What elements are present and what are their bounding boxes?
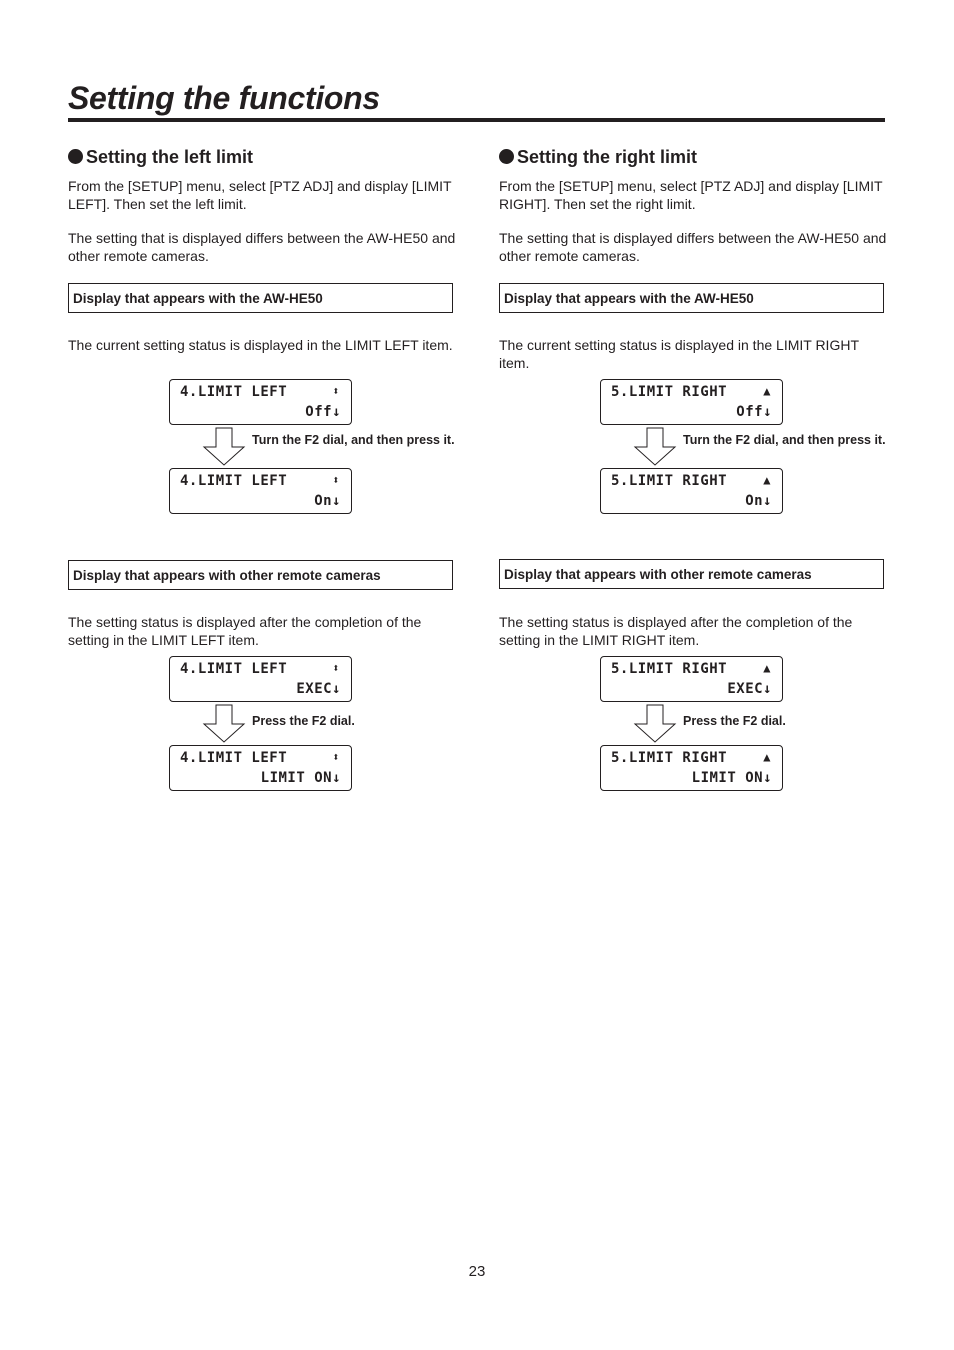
lcd-line2: EXEC↓ xyxy=(296,681,341,697)
he50-display-box xyxy=(68,283,453,313)
note-text: The setting that is displayed differs between the AW-HE50 and other remote cameras. xyxy=(499,230,887,264)
lcd-display xyxy=(169,468,352,514)
section-heading: Setting the left limit xyxy=(68,145,456,169)
lcd-line2: On↓ xyxy=(745,493,772,509)
box-label: Display that appears with other remote cameras xyxy=(504,567,812,582)
down-arrow-icon xyxy=(633,704,677,744)
lcd-line1: 5.LIMIT RIGHT xyxy=(611,661,728,677)
step-label: Press the F2 dial. xyxy=(252,714,355,728)
lcd-line2: LIMIT ON↓ xyxy=(260,770,341,786)
lcd-line1: 5.LIMIT RIGHT xyxy=(611,750,728,766)
he50-display-box xyxy=(499,283,884,313)
box-label: Display that appears with other remote cameras xyxy=(73,568,381,583)
lcd-display xyxy=(600,379,783,425)
lcd-line1: 5.LIMIT RIGHT xyxy=(611,384,728,400)
step-label: Turn the F2 dial, and then press it. xyxy=(683,433,886,447)
down-arrow-icon xyxy=(633,427,677,467)
he50-description: The current setting status is displayed in the LIMIT LEFT item. xyxy=(68,337,453,353)
page-number: 23 xyxy=(468,1263,486,1280)
section-heading: Setting the right limit xyxy=(499,145,887,169)
up-triangle-icon: ▲ xyxy=(763,661,771,675)
left-limit-section xyxy=(68,145,456,786)
bullet-icon xyxy=(68,149,83,164)
lcd-line1: 5.LIMIT RIGHT xyxy=(611,473,728,489)
updown-triangle-icon: ⬍ xyxy=(332,750,340,764)
note-text: The setting that is displayed differs between the AW-HE50 and other remote cameras. xyxy=(68,230,456,264)
other-description: The setting status is displayed after the completion of the setting in the LIMIT LEFT item. xyxy=(68,614,422,648)
lcd-display xyxy=(600,745,783,791)
lcd-line1: 4.LIMIT LEFT xyxy=(180,661,288,677)
lcd-display xyxy=(169,656,352,702)
other-display-box xyxy=(68,560,453,590)
he50-description: The current setting status is displayed in the LIMIT RIGHT item. xyxy=(499,337,859,371)
title-rule xyxy=(68,118,885,122)
lcd-line2: Off↓ xyxy=(736,404,772,420)
updown-triangle-icon: ⬍ xyxy=(332,384,340,398)
right-limit-section xyxy=(499,145,887,786)
intro-text: From the [SETUP] menu, select [PTZ ADJ] and display [LIMIT LEFT]. Then set the left limit. xyxy=(68,178,452,212)
updown-triangle-icon: ⬍ xyxy=(332,473,340,487)
page-title: Setting the functions xyxy=(68,80,380,116)
up-triangle-icon: ▲ xyxy=(763,473,771,487)
bullet-icon xyxy=(499,149,514,164)
lcd-display xyxy=(169,379,352,425)
step-label: Press the F2 dial. xyxy=(683,714,786,728)
other-display-box xyxy=(499,559,884,589)
other-description: The setting status is displayed after the completion of the setting in the LIMIT RIGHT item. xyxy=(499,614,853,648)
down-arrow-icon xyxy=(202,704,246,744)
down-arrow-icon xyxy=(202,427,246,467)
lcd-line2: LIMIT ON↓ xyxy=(691,770,772,786)
lcd-display xyxy=(600,656,783,702)
box-label: Display that appears with the AW-HE50 xyxy=(73,291,323,306)
box-label: Display that appears with the AW-HE50 xyxy=(504,291,754,306)
lcd-line1: 4.LIMIT LEFT xyxy=(180,473,288,489)
step-label: Turn the F2 dial, and then press it. xyxy=(252,433,455,447)
lcd-line2: Off↓ xyxy=(305,404,341,420)
lcd-line1: 4.LIMIT LEFT xyxy=(180,384,288,400)
lcd-display xyxy=(600,468,783,514)
lcd-line2: On↓ xyxy=(314,493,341,509)
updown-triangle-icon: ⬍ xyxy=(332,661,340,675)
intro-text: From the [SETUP] menu, select [PTZ ADJ] and display [LIMIT RIGHT]. Then set the right limit. xyxy=(499,178,883,212)
up-triangle-icon: ▲ xyxy=(763,384,771,398)
lcd-line1: 4.LIMIT LEFT xyxy=(180,750,288,766)
up-triangle-icon: ▲ xyxy=(763,750,771,764)
lcd-display xyxy=(169,745,352,791)
lcd-line2: EXEC↓ xyxy=(727,681,772,697)
